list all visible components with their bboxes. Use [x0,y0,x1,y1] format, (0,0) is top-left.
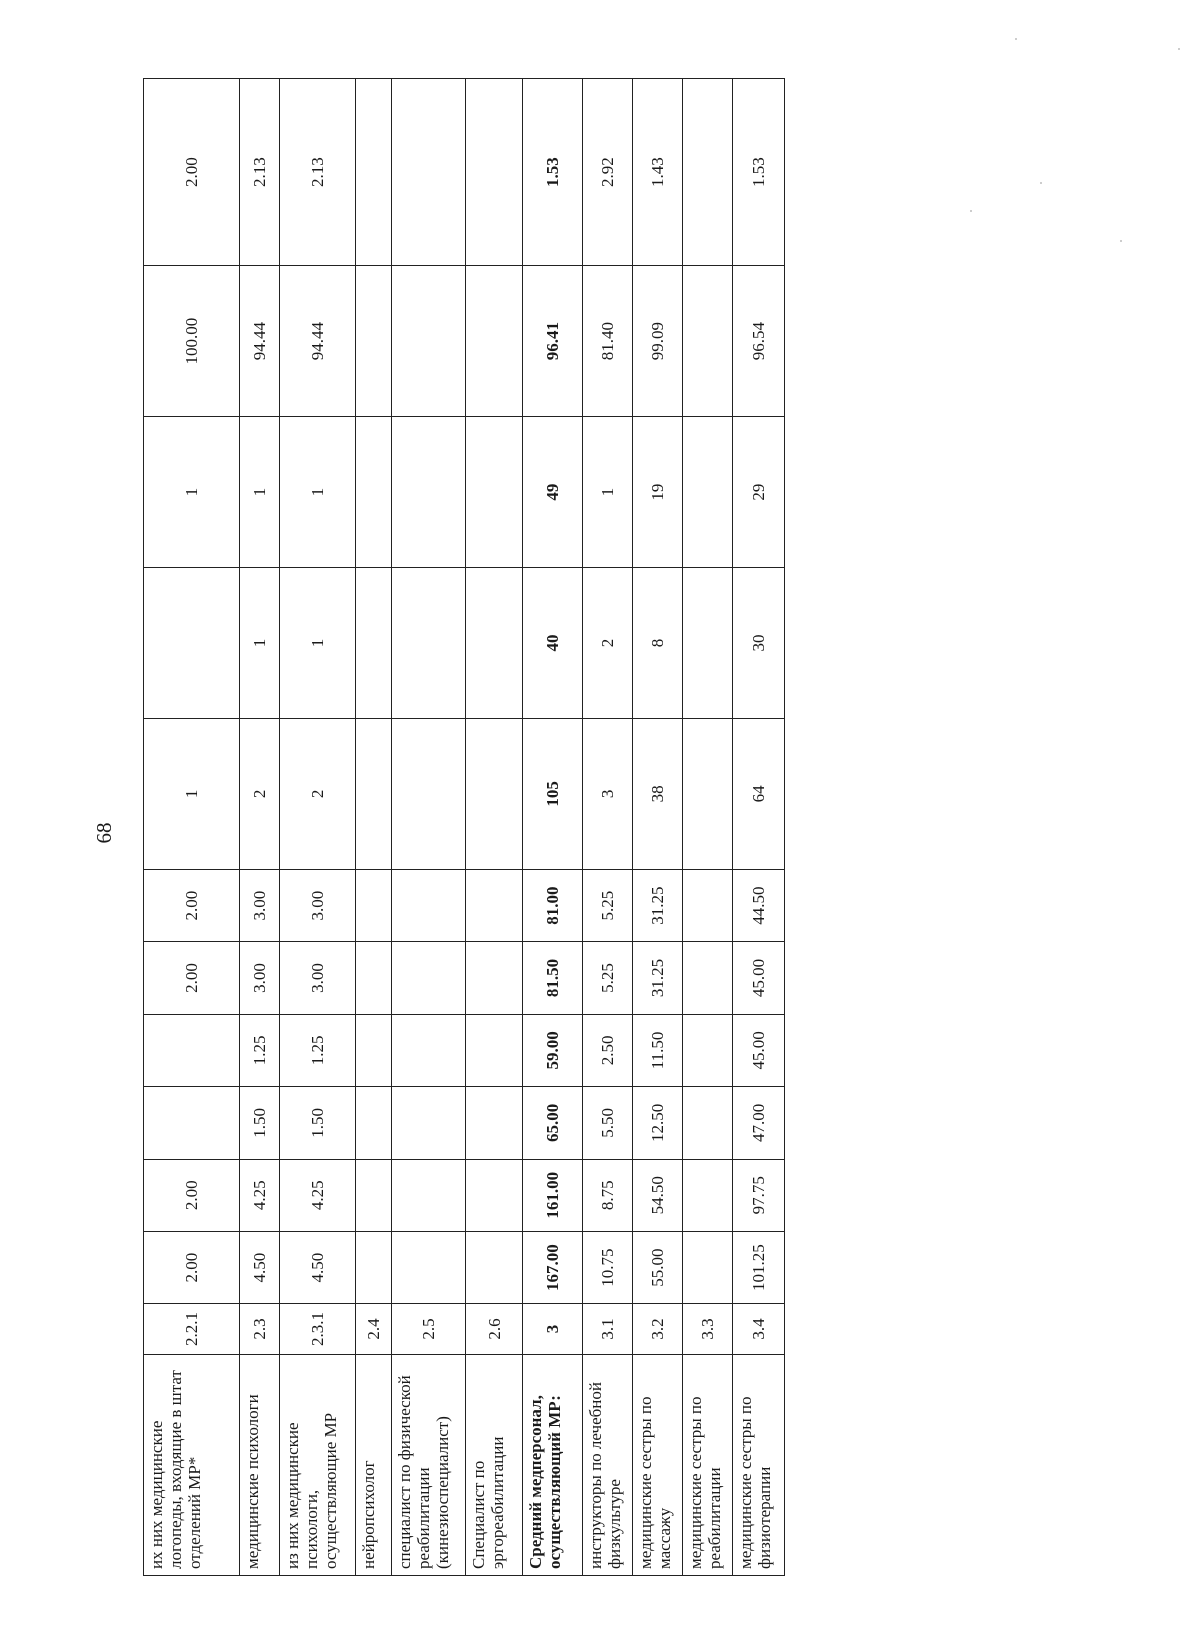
value-cell: 47.00 [732,1087,784,1159]
table-row [582,79,632,1576]
value-cell [392,1231,466,1303]
value-cell: 94.44 [240,266,280,417]
value-cell [466,1014,522,1086]
value-cell [466,568,522,719]
value-cell: 1 [582,417,632,568]
value-cell: 2 [280,718,356,869]
row-code: 3.4 [732,1304,784,1354]
value-cell [682,79,732,266]
table-row [682,79,732,1576]
value-cell: 81.00 [522,869,582,941]
value-cell [392,1087,466,1159]
table-row [144,79,240,1576]
value-cell [466,1087,522,1159]
value-cell: 2.00 [144,869,240,941]
value-cell [466,942,522,1014]
value-cell [356,1087,392,1159]
value-cell: 40 [522,568,582,719]
value-cell [682,1159,732,1231]
value-cell: 2.00 [144,1159,240,1231]
row-code: 3.2 [632,1304,682,1354]
staffing-table [143,78,785,1576]
value-cell: 1.50 [280,1087,356,1159]
value-cell [392,568,466,719]
value-cell: 64 [732,718,784,869]
value-cell: 1.25 [240,1014,280,1086]
value-cell [392,417,466,568]
row-code: 2.4 [356,1304,392,1354]
value-cell [356,942,392,1014]
page-number: 68 [92,822,116,844]
value-cell: 2.00 [144,79,240,266]
value-cell [392,266,466,417]
value-cell: 4.50 [280,1231,356,1303]
value-cell [392,79,466,266]
value-cell: 1.50 [240,1087,280,1159]
value-cell: 3.00 [240,869,280,941]
row-code: 3.3 [682,1304,732,1354]
table-row [522,79,582,1576]
table-row [632,79,682,1576]
value-cell [356,869,392,941]
value-cell: 45.00 [732,942,784,1014]
row-code: 2.2.1 [144,1304,240,1354]
value-cell [466,266,522,417]
value-cell [466,79,522,266]
value-cell: 100.00 [144,266,240,417]
scan-speck [1178,48,1180,50]
value-cell: 19 [632,417,682,568]
value-cell: 3.00 [280,869,356,941]
row-label: инструкторы по лечебной физкультуре [582,1354,632,1575]
value-cell [356,417,392,568]
value-cell: 11.50 [632,1014,682,1086]
value-cell [392,718,466,869]
row-label: специалист по физической реабилитации (кинезиоспециалист) [392,1354,466,1575]
value-cell: 1.25 [280,1014,356,1086]
scan-speck [970,210,972,212]
value-cell: 31.25 [632,869,682,941]
value-cell: 10.75 [582,1231,632,1303]
row-label: нейропсихолог [356,1354,392,1575]
value-cell: 12.50 [632,1087,682,1159]
value-cell [466,1231,522,1303]
value-cell: 4.50 [240,1231,280,1303]
value-cell: 2.00 [144,942,240,1014]
scan-speck [1040,182,1042,184]
value-cell: 1 [240,417,280,568]
value-cell [466,417,522,568]
row-code: 3.1 [582,1304,632,1354]
value-cell [682,1014,732,1086]
value-cell: 49 [522,417,582,568]
table-row [732,79,784,1576]
value-cell: 99.09 [632,266,682,417]
value-cell [356,266,392,417]
value-cell: 2.50 [582,1014,632,1086]
value-cell: 161.00 [522,1159,582,1231]
value-cell: 2.92 [582,79,632,266]
value-cell: 45.00 [732,1014,784,1086]
value-cell [356,568,392,719]
value-cell: 1.53 [732,79,784,266]
scan-speck [1120,240,1122,242]
value-cell [466,1159,522,1231]
value-cell: 2.13 [280,79,356,266]
value-cell: 2 [582,568,632,719]
value-cell: 8.75 [582,1159,632,1231]
value-cell [392,1014,466,1086]
row-label: медицинские сестры по реабилитации [682,1354,732,1575]
value-cell [682,568,732,719]
value-cell [144,568,240,719]
value-cell: 105 [522,718,582,869]
value-cell [682,942,732,1014]
row-label: медицинские сестры по физиотерапии [732,1354,784,1575]
value-cell: 31.25 [632,942,682,1014]
value-cell [392,942,466,1014]
staffing-table-frame [143,78,785,1576]
value-cell: 5.25 [582,869,632,941]
row-label: их них медицинские логопеды, входящие в штат отделений МР* [144,1354,240,1575]
value-cell: 96.41 [522,266,582,417]
row-code: 2.6 [466,1304,522,1354]
value-cell: 101.25 [732,1231,784,1303]
scan-speck [1015,38,1017,40]
value-cell: 3 [582,718,632,869]
value-cell: 65.00 [522,1087,582,1159]
value-cell: 1 [280,568,356,719]
value-cell [356,1014,392,1086]
table-row [392,79,466,1576]
value-cell [356,1159,392,1231]
row-code: 2.3.1 [280,1304,356,1354]
value-cell [392,1159,466,1231]
value-cell [356,79,392,266]
value-cell: 2.00 [144,1231,240,1303]
value-cell [682,417,732,568]
value-cell: 38 [632,718,682,869]
value-cell: 54.50 [632,1159,682,1231]
value-cell: 4.25 [280,1159,356,1231]
value-cell: 97.75 [732,1159,784,1231]
value-cell: 5.25 [582,942,632,1014]
value-cell [392,869,466,941]
row-label: из них медицинские психологи, осуществляющие МР [280,1354,356,1575]
value-cell: 1.53 [522,79,582,266]
value-cell: 167.00 [522,1231,582,1303]
value-cell [682,266,732,417]
value-cell: 1.43 [632,79,682,266]
row-code: 2.3 [240,1304,280,1354]
table-row [240,79,280,1576]
value-cell: 30 [732,568,784,719]
value-cell: 3.00 [240,942,280,1014]
value-cell: 8 [632,568,682,719]
value-cell [144,1014,240,1086]
value-cell: 3.00 [280,942,356,1014]
row-label: Специалист по эргореабилитации [466,1354,522,1575]
value-cell: 81.40 [582,266,632,417]
value-cell [682,1231,732,1303]
value-cell: 59.00 [522,1014,582,1086]
table-row [280,79,356,1576]
value-cell [682,718,732,869]
row-code: 3 [522,1304,582,1354]
value-cell: 2.13 [240,79,280,266]
value-cell: 94.44 [280,266,356,417]
value-cell: 81.50 [522,942,582,1014]
value-cell [356,718,392,869]
value-cell [144,1087,240,1159]
row-label: медицинские психологи [240,1354,280,1575]
table-row [466,79,522,1576]
value-cell: 55.00 [632,1231,682,1303]
value-cell [682,1087,732,1159]
table-row [356,79,392,1576]
row-label: Средний медперсонал, осуществляющий МР: [522,1354,582,1575]
value-cell: 2 [240,718,280,869]
value-cell: 1 [280,417,356,568]
value-cell: 29 [732,417,784,568]
value-cell [466,718,522,869]
value-cell: 4.25 [240,1159,280,1231]
table-body [144,79,785,1576]
row-label: медицинские сестры по массажу [632,1354,682,1575]
value-cell: 1 [144,417,240,568]
value-cell: 1 [144,718,240,869]
value-cell: 5.50 [582,1087,632,1159]
value-cell [682,869,732,941]
value-cell: 1 [240,568,280,719]
value-cell: 44.50 [732,869,784,941]
row-code: 2.5 [392,1304,466,1354]
value-cell [356,1231,392,1303]
value-cell [466,869,522,941]
value-cell: 96.54 [732,266,784,417]
